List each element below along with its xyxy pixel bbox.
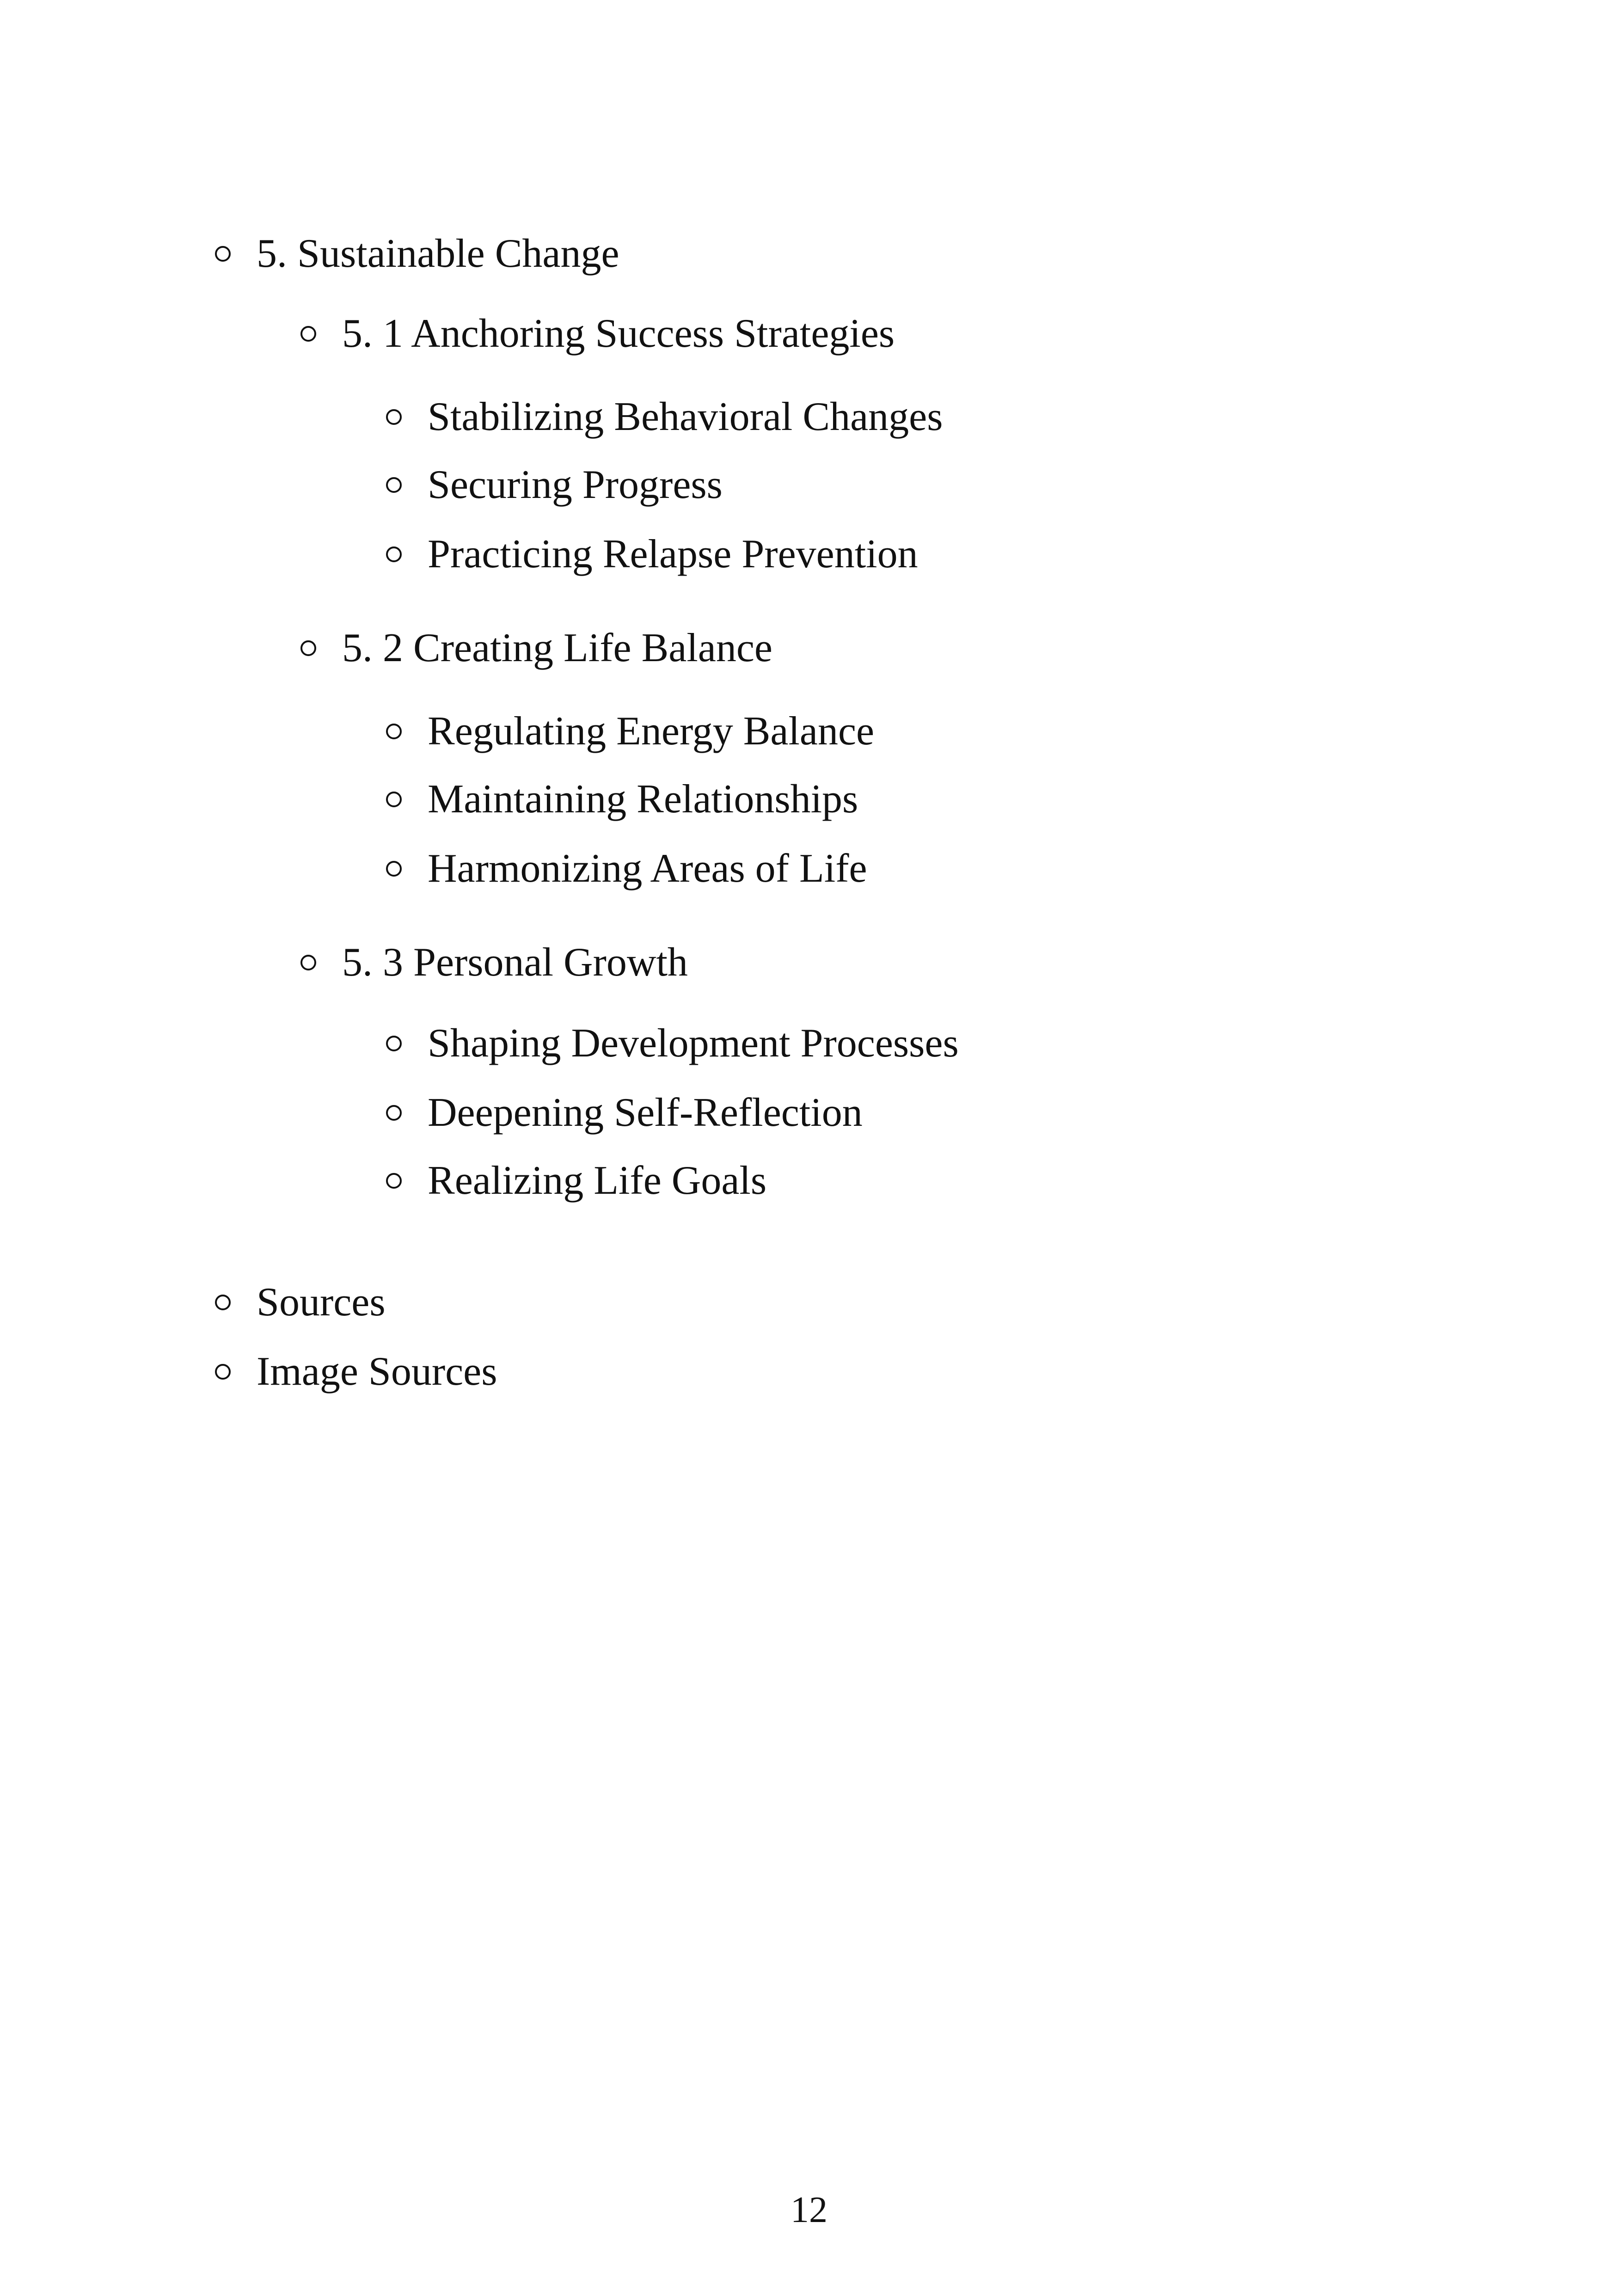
bullet-circle-icon: [386, 861, 402, 877]
toc-label: Realizing Life Goals: [428, 1158, 767, 1203]
toc-label: Sources: [257, 1280, 386, 1325]
toc-image-sources[interactable]: [215, 1351, 497, 1392]
toc-label: Shaping Development Processes: [428, 1021, 959, 1066]
toc-item-shaping-development-processes[interactable]: [386, 1023, 959, 1064]
toc-label: Deepening Self-Reflection: [428, 1090, 863, 1135]
toc-item-realizing-life-goals[interactable]: [386, 1160, 766, 1201]
toc-label: Maintaining Relationships: [428, 777, 858, 822]
toc-item-securing-progress[interactable]: [386, 462, 723, 507]
toc-item-harmonizing-areas-of-life[interactable]: [386, 848, 867, 889]
bullet-circle-icon: [215, 246, 231, 262]
bullet-circle-icon: [386, 1173, 402, 1189]
bullet-circle-icon: [386, 792, 402, 807]
toc-subsection-5-2[interactable]: [300, 628, 772, 669]
toc-subsection-5-1[interactable]: [300, 313, 895, 354]
toc-label: 5. 1 Anchoring Success Strategies: [342, 311, 895, 356]
toc-label: 5. Sustainable Change: [257, 231, 619, 276]
toc-subsection-5-3[interactable]: [300, 942, 688, 983]
bullet-circle-icon: [386, 409, 402, 425]
toc-label: Practicing Relapse Prevention: [428, 532, 918, 577]
toc-label: Regulating Energy Balance: [428, 709, 875, 754]
bullet-circle-icon: [386, 546, 402, 562]
toc-label: Harmonizing Areas of Life: [428, 846, 867, 891]
toc-label: 5. 3 Personal Growth: [342, 940, 688, 985]
bullet-circle-icon: [386, 477, 402, 493]
toc-item-maintaining-relationships[interactable]: [386, 779, 858, 820]
bullet-circle-icon: [386, 724, 402, 739]
page-number: 12: [791, 2190, 827, 2230]
toc-item-regulating-energy-balance[interactable]: [386, 711, 874, 752]
toc-item-stabilizing-behavioral-changes[interactable]: [386, 394, 943, 439]
toc-section-5[interactable]: [215, 233, 619, 274]
toc-label: Securing Progress: [428, 462, 723, 507]
bullet-circle-icon: [215, 1364, 231, 1380]
toc-item-practicing-relapse-prevention[interactable]: [386, 534, 918, 575]
toc-label: Image Sources: [257, 1349, 497, 1394]
toc-label: Stabilizing Behavioral Changes: [428, 394, 943, 439]
bullet-circle-icon: [300, 955, 316, 970]
bullet-circle-icon: [300, 326, 316, 342]
toc-label: 5. 2 Creating Life Balance: [342, 626, 772, 670]
bullet-circle-icon: [300, 640, 316, 656]
toc-item-deepening-self-reflection[interactable]: [386, 1090, 863, 1135]
bullet-circle-icon: [215, 1295, 231, 1310]
bullet-circle-icon: [386, 1105, 402, 1121]
toc-sources[interactable]: [215, 1282, 386, 1323]
bullet-circle-icon: [386, 1036, 402, 1051]
